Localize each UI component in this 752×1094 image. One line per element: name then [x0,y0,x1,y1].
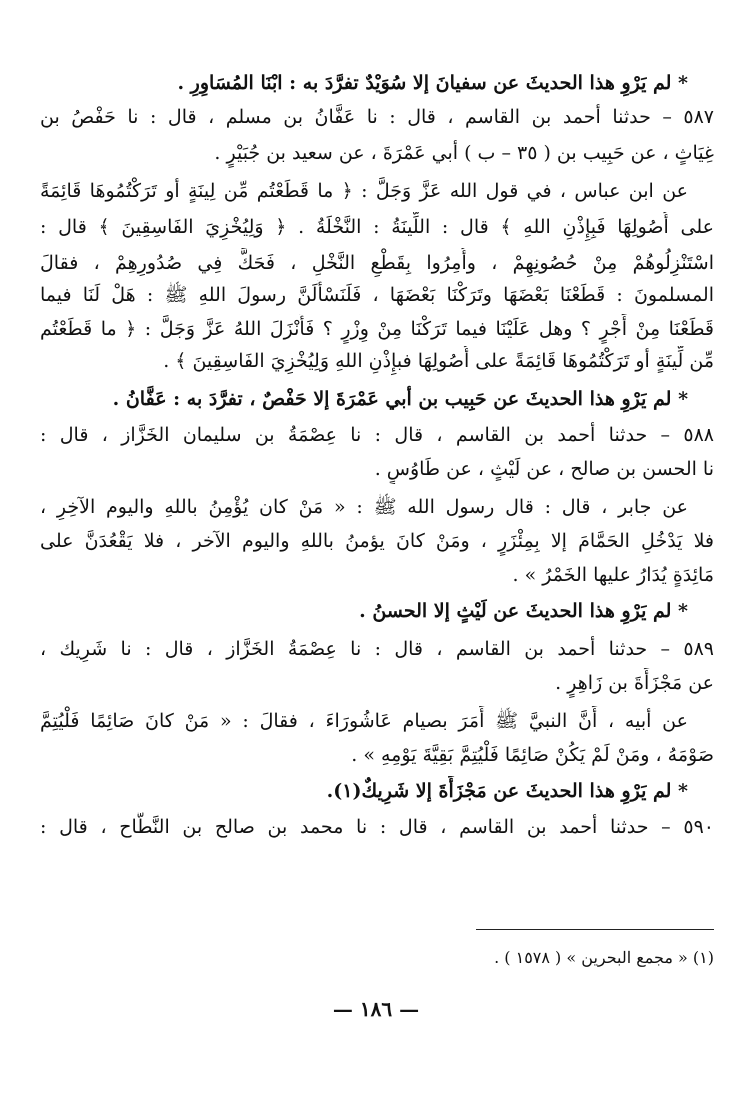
text-line: عن أبيه ، أَنَّ النبيَّ ﷺ أَمَرَ بصيام عَاشُورَاءَ ، فقالَ : « مَنْ كانَ صَائِمًا فَلْيُتِمَّ [40,710,688,732]
text-line: ٥٨٧ – حدثنا أحمد بن القاسم ، قال : نا عَفَّانُ بن مسلم ، قال : نا حَفْصُ بن [40,106,714,128]
text-line: * لم يَرْوِ هذا الحديثَ عن مَجْزَأَةَ إلا شَرِيكٌ(١). [326,780,688,802]
text-line: المسلمونَ : قَطَعْنَا بَعْضَهَا وتَرَكْنَا بَعْضَهَا ، فَلَنَسْأَلَنَّ رسولَ اللهِ ﷺ : هَلْ لَنَا فيما [40,284,714,306]
footnote-divider [476,929,714,930]
footnote: (١) « مجمع البحرين » ( ١٥٧٨ ) . [494,948,714,967]
text-line: عن ابن عباس ، في قول الله عَزَّ وَجَلَّ : ﴿ ما قَطَعْتُم مِّن لِينَةٍ أو تَرَكْتُمُوهَا قَائِمَةً [40,180,688,202]
page-body [40,40,714,1094]
text-line: على أُصُولِهَا فَبِإِذْنِ اللهِ ﴾ قال : اللِّينَةُ : النَّخْلَةُ . ﴿ وَلِيُخْزِيَ الفَاسِقِينَ ﴾ قال : [40,216,714,238]
text-line: مِّن لِّينَةٍ أو تَرَكْتُمُوهَا قَائِمَةً على أُصُولِهَا فبإِذْنِ اللهِ وَلِيُخْزِيَ الفَاسِقِينَ ﴾ . [163,350,714,372]
text-line: عن جابر ، قال : قال رسول الله ﷺ : « مَنْ كان يُؤْمِنُ باللهِ واليوم الآخِرِ ، [40,496,688,518]
text-line: ٥٨٩ – حدثنا أحمد بن القاسم ، قال : نا عِصْمَةُ الخَزَّاز ، قال : نا شَرِيك ، [40,638,714,660]
text-line: غِيَاثٍ ، عن حَبِيب بن ( ٣٥ – ب ) أبي عَمْرَةَ ، عن سعيد بن جُبَيْرٍ . [214,142,714,164]
text-line: ٥٨٨ – حدثنا أحمد بن القاسم ، قال : نا عِصْمَةُ بن سليمان الخَزَّاز ، قال : [40,424,714,446]
text-line: مَائِدَةٍ يُدَارُ عليها الخَمْرُ » . [512,564,714,586]
page-number: — ١٨٦ — [332,997,420,1021]
text-line: صَوْمَهُ ، ومَنْ لَمْ يَكُنْ صَائِمًا فَلْيُتِمَّ بَقِيَّةَ يَوْمِهِ » . [351,744,714,766]
text-line: فلا يَدْخُلِ الحَمَّامَ إلا بِمِئْزَرٍ ، ومَنْ كانَ يؤمنُ باللهِ واليوم الآخر ، فلا يَقْعُدَنَّ على [40,530,714,552]
text-line: نا الحسن بن صالح ، عن لَيْثٍ ، عن طَاوُسٍ . [374,458,714,480]
text-line: قَطَعْنَا مِنْ أَجْرٍ ؟ وهل عَلَيْنَا فيما تَرَكْنَا مِنْ وِزْرٍ ؟ فَأَنْزَلَ اللهُ عَزَّ وَجَلَّ : ﴿ ما قَطَعْتُم [40,318,714,340]
text-line: اسْتَنْزِلُوهُمْ مِنْ حُصُونِهِمْ ، وأُمِرُوا بِقَطْعِ النَّخْلِ ، فَحَكَّ فِي صُدُورِهِمْ ، فقالَ [40,252,714,274]
text-line: ٥٩٠ – حدثنا أحمد بن القاسم ، قال : نا محمد بن صالح بن النَّطَّاح ، قال : [40,816,714,838]
text-line: * لم يَرْوِ هذا الحديثَ عن حَبِيب بن أبي عَمْرَةَ إلا حَفْصٌ ، تفرَّدَ به : عَفَّانُ . [112,388,688,410]
text-line: عن مَجْزَأَةَ بن زَاهِرٍ . [555,672,714,694]
text-line: * لم يَرْوِ هذا الحديثَ عن لَيْثٍ إلا الحسنُ . [359,600,688,622]
text-line: * لم يَرْوِ هذا الحديثَ عن سفيانَ إلا سُوَيْدٌ تفرَّدَ به : ابْنَا المُسَاوِرِ . [177,72,688,94]
